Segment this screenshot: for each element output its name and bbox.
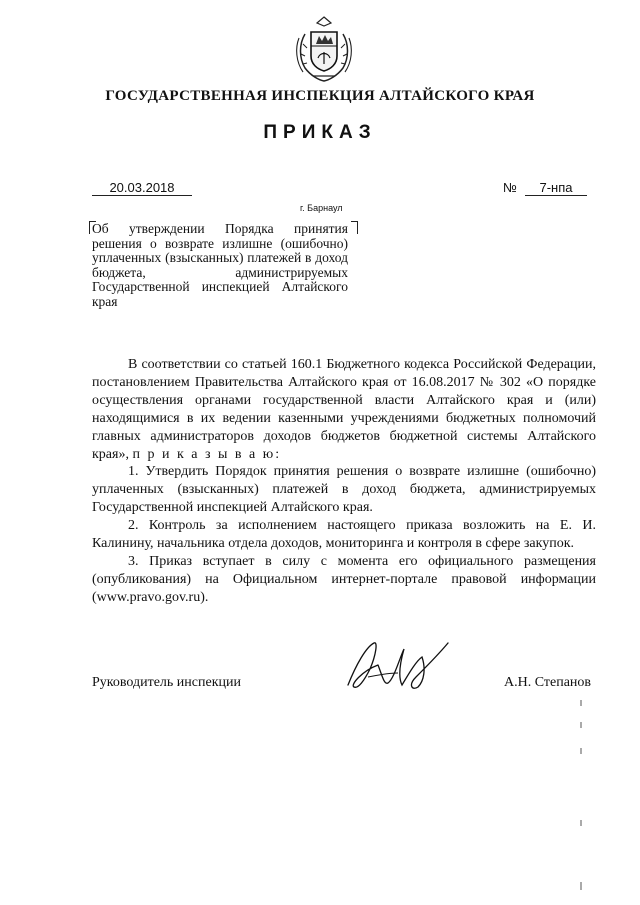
document-type-title: ПРИКАЗ [263, 122, 377, 143]
document-number: 7-нпа [525, 180, 587, 196]
document-date: 20.03.2018 [92, 180, 192, 196]
subject-bracket-right [351, 221, 358, 234]
handwritten-signature [338, 635, 458, 697]
preamble-paragraph [92, 356, 596, 463]
signer-title: Руководитель инспекции [92, 675, 241, 690]
order-item: 2. Контроль за исполнением настоящего приказа возложить на Е. И. Калинину, начальника отдела доходов, мониторинга и контроля в сфере закупок. [92, 518, 596, 552]
organization-name: ГОСУДАРСТВЕННАЯ ИНСПЕКЦИЯ АЛТАЙСКОГО КРАЯ [105, 88, 535, 104]
margin-scan-marks [578, 700, 584, 900]
document-body [92, 356, 596, 607]
coat-of-arms-emblem [291, 14, 357, 84]
signer-name: А.Н. Степанов [504, 675, 592, 690]
city-name: г. Барнаул [300, 203, 343, 213]
document-subject: Об утверждении Порядка принятия решения о возврате излишне (ошибочно) уплаченных (взысканных) платежей в доход бюджета, администрируемых Государственной инспекцией Алтайского края [92, 221, 348, 309]
order-item: 3. Приказ вступает в силу с момента его официального размещения (опубликования) на Официальном интернет-портале правовой информации (www.pravo.gov.ru). [92, 553, 596, 605]
order-word: п р и к а з ы в а ю: [132, 446, 282, 462]
number-label: № [503, 180, 517, 195]
order-item: 1. Утвердить Порядок принятия решения о возврате излишне (ошибочно) уплаченных (взысканных) платежей в доход бюджета, администрируемых Государственной инспекцией Алтайского края. [92, 464, 596, 516]
preamble-text: В соответствии со статьей 160.1 Бюджетного кодекса Российской Федерации, постановлением Правительства Алтайского края от 16.08.2017 № 302 «О порядке осуществления органами государственной власти Алтайского края и (или) находящимися в их ведении казенными учреждениями бюджетных полномочий главных администраторов доходов бюджетов бюджетной системы Алтайского края», [92, 357, 596, 462]
